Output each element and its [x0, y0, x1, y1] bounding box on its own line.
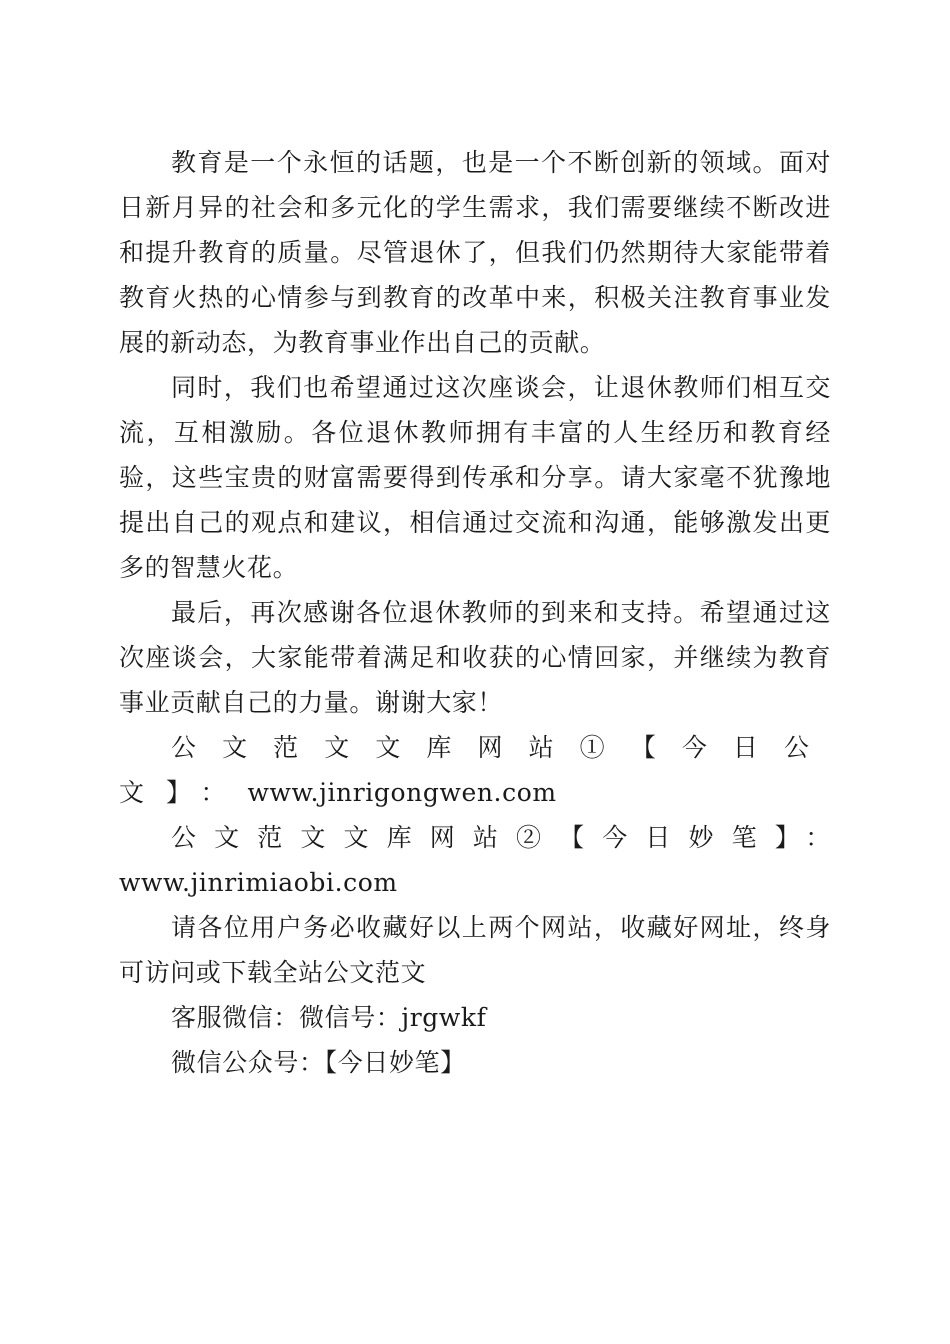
site1-url[interactable]: www.jinrigongwen.com — [247, 778, 557, 807]
paragraph-education: 教育是一个永恒的话题，也是一个不断创新的领域。面对日新月异的社会和多元化的学生需求，我们需要继续不断改进和提升教育的质量。尽管退休了，但我们仍然期待大家能带着教育火热的心情参与到教育的改革中来，积极关注教育事业发展的新动态，为教育事业作出自己的贡献。 — [119, 148, 831, 357]
site1-label: 公文范文文库网站①【今日公文】： — [119, 733, 831, 807]
document-page — [119, 140, 831, 1085]
bookmark-notice: 请各位用户务必收藏好以上两个网站，收藏好网址，终身可访问或下载全站公文范文 — [119, 913, 831, 987]
paragraph-exchange: 同时，我们也希望通过这次座谈会，让退休教师们相互交流，互相激励。各位退休教师拥有丰富的人生经历和教育经验，这些宝贵的财富需要得到传承和分享。请大家毫不犹豫地提出自己的观点和建议，相信通过交流和沟通，能够激发出更多的智慧火花。 — [119, 373, 831, 582]
wechat-official: 微信公众号：【今日妙笔】 — [171, 1048, 466, 1077]
paragraph-thanks: 最后，再次感谢各位退休教师的到来和支持。希望通过这次座谈会，大家能带着满足和收获的心情回家，并继续为教育事业贡献自己的力量。谢谢大家！ — [119, 598, 831, 717]
site1-block — [119, 725, 831, 815]
site2-line[interactable]: 公文范文文库网站②【今日妙笔】：www.jinrimiaobi.com — [119, 823, 831, 897]
wechat-service: 客服微信：微信号：jrgwkf — [171, 1003, 487, 1032]
